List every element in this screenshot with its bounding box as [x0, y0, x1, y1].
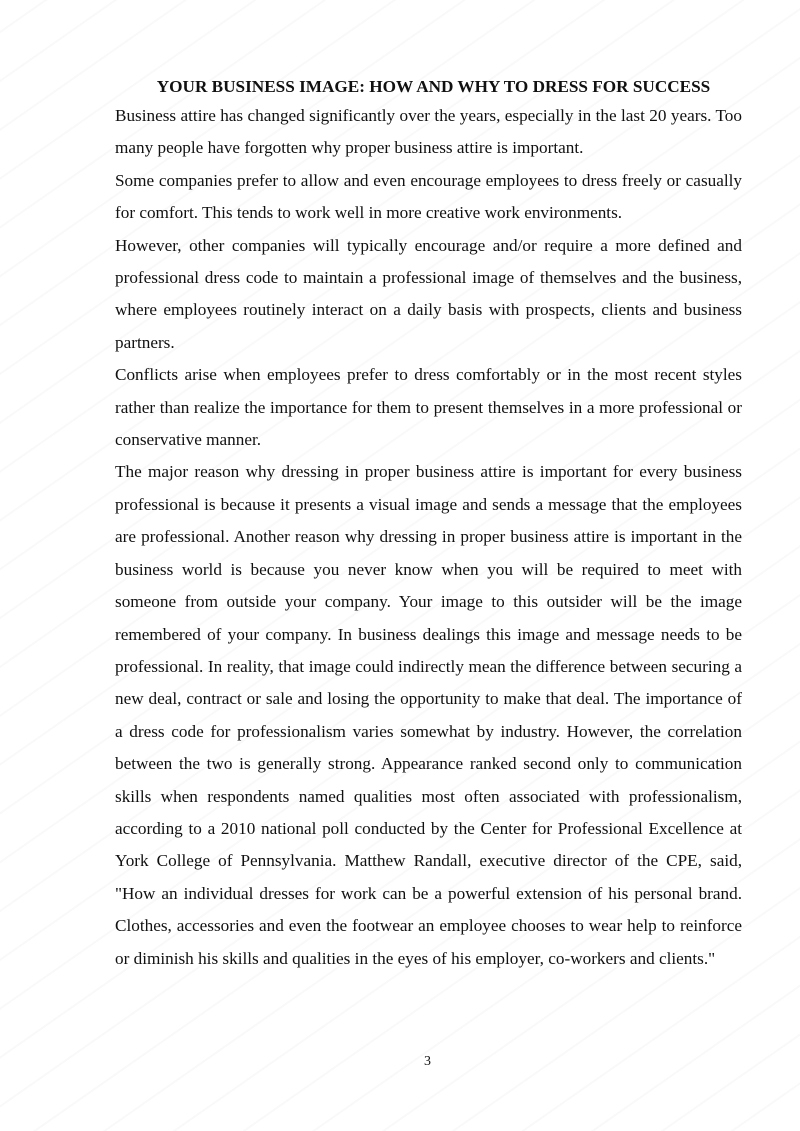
paragraph-3: However, other companies will typically encourage and/or require a more defined and professional dress code to maintain a professional image of themselves and the business, where employees routinely interact on a daily basis with prospects, clients and business partners. — [115, 235, 742, 352]
page-body — [115, 74, 742, 975]
paragraph-2: Some companies prefer to allow and even encourage employees to dress freely or casually for comfort. This tends to work well in more creative work environments. — [115, 170, 742, 223]
paragraph-1: Business attire has changed significantly over the years, especially in the last 20 years. Too many people have forgotten why proper business attire is important. — [115, 106, 742, 158]
document-title: YOUR BUSINESS IMAGE: HOW AND WHY TO DRESS FOR SUCCESS — [156, 77, 711, 96]
paragraph-5: The major reason why dressing in proper business attire is important for every business professional is because it presents a visual image and sends a message that the employees are professional. Another reason why dressing in proper business attire is important in the business world is because you never know when you will be required to meet with someone from outside your company. Your image to this outsider will be the image remembered of your company. In business dealings this image and message needs to be professional. In reality, that image could indirectly mean the difference between securing a new deal, contract or sale and losing the opportunity to make that deal. The importance of a dress code for professionalism varies somewhat by industry. However, the correlation between the two is generally strong. Appearance ranked second only to communication skills when respondents named qualities most often associated with professionalism, according to a 2010 national poll conducted by the Center for Professional Excellence at York College of Pennsylvania. Matthew Randall, executive director of the CPE, said, "How an individual dresses for work can be a powerful extension of his personal brand. Clothes, accessories and even the footwear an employee chooses to wear help to reinforce or diminish his skills and qualities in the eyes of his employer, co-workers and clients." — [115, 462, 742, 968]
page-number: 3 — [424, 1054, 431, 1069]
paragraph-4: Conflicts arise when employees prefer to dress comfortably or in the most recent styles rather than realize the importance for them to present themselves in a more professional or conservative manner. — [115, 365, 742, 450]
